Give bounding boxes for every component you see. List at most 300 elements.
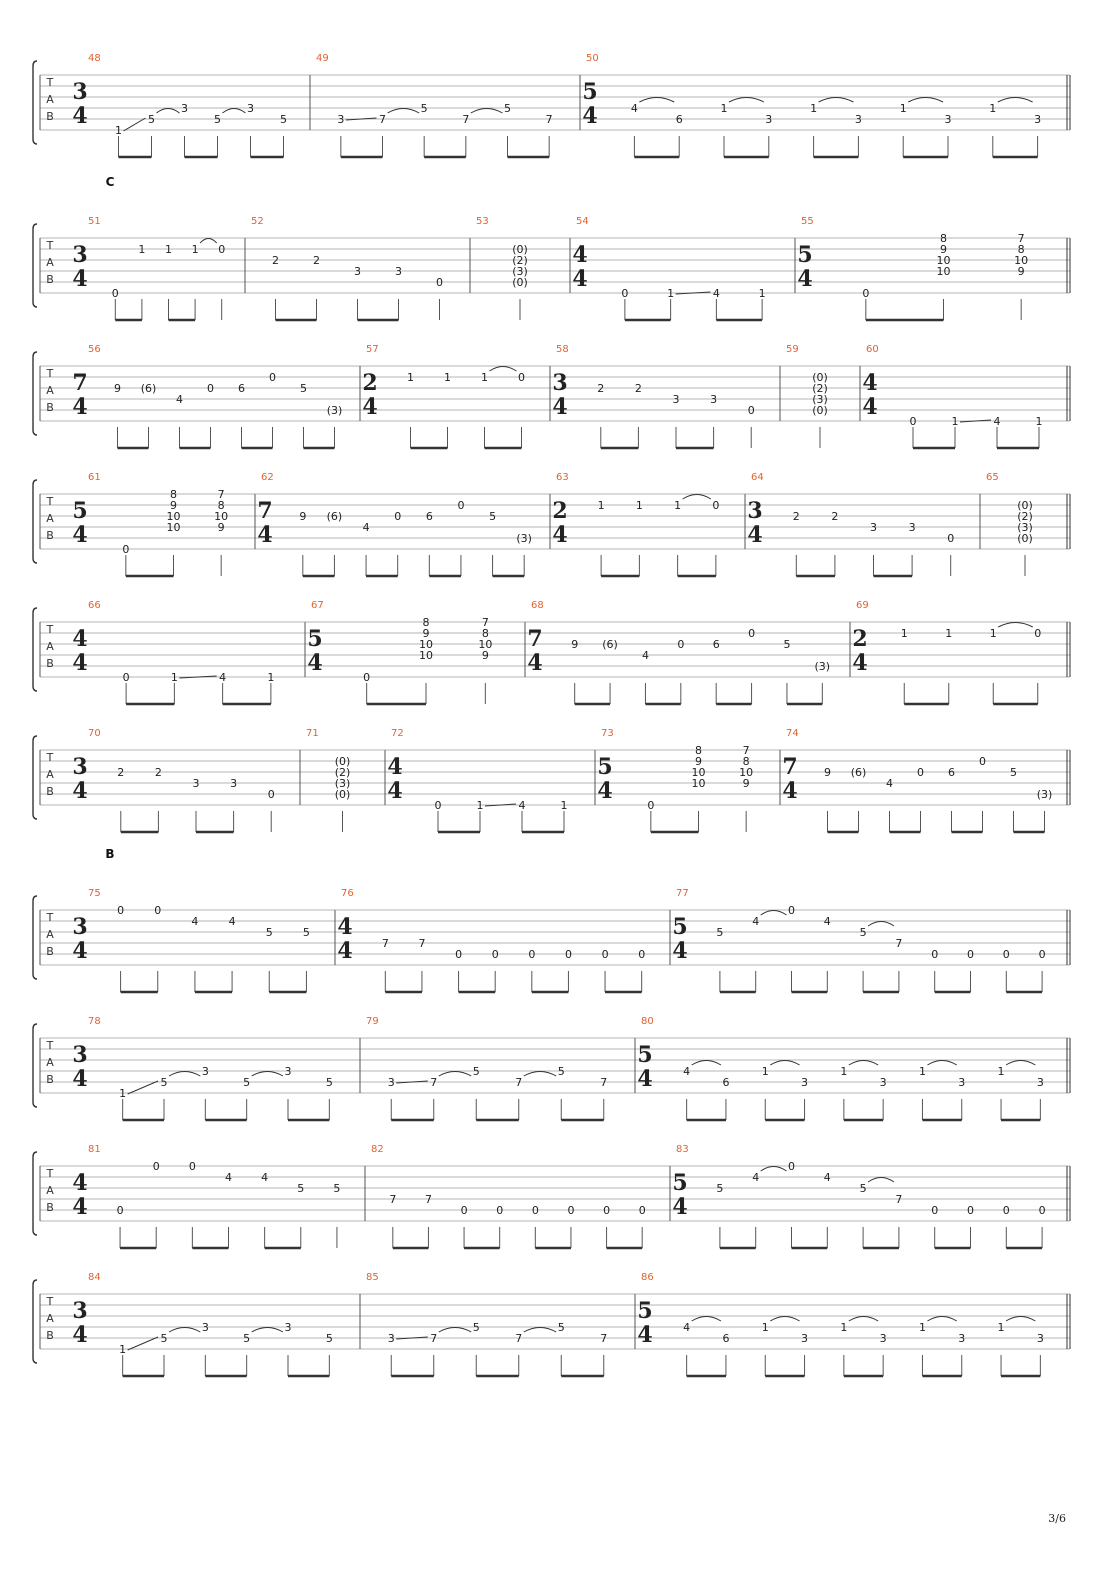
tab-clef-letter: A xyxy=(46,928,54,941)
system-bracket xyxy=(33,896,37,979)
tab-clef-letter: A xyxy=(46,256,54,269)
measure-number: 72 xyxy=(391,728,404,739)
fret-number: 4 xyxy=(683,1065,691,1078)
measure-number: 84 xyxy=(88,1272,101,1283)
time-signature-bottom: 4 xyxy=(72,1194,88,1220)
fret-number: 6 xyxy=(722,1332,730,1345)
time-signature-bottom: 4 xyxy=(672,938,688,964)
tab-clef-letter: A xyxy=(46,1312,54,1325)
fret-number: 0 xyxy=(117,904,125,917)
fret-number: 1 xyxy=(720,102,728,115)
tab-clef-letter: T xyxy=(46,76,54,89)
tab-clef-letter: T xyxy=(46,623,54,636)
fret-number: (6) xyxy=(140,382,157,395)
measure-number: 74 xyxy=(786,728,799,739)
chord-fret-number: (0) xyxy=(334,788,351,801)
chord-fret-number: 10 xyxy=(936,265,951,278)
fret-number: 9 xyxy=(824,766,831,779)
fret-number: 3 xyxy=(908,521,916,534)
system-bracket xyxy=(33,352,37,435)
fret-number: 0 xyxy=(564,948,572,961)
fret-number: 2 xyxy=(792,510,800,523)
tab-system xyxy=(33,847,1070,992)
time-signature-top: 7 xyxy=(257,498,273,524)
fret-number: 0 xyxy=(460,1204,468,1217)
fret-number: 0 xyxy=(931,948,939,961)
fret-number: 3 xyxy=(1036,1076,1044,1089)
measure-number: 66 xyxy=(88,600,101,611)
measure xyxy=(257,472,550,576)
fret-number: 0 xyxy=(531,1204,539,1217)
measure xyxy=(862,344,1042,448)
fret-number: 0 xyxy=(188,1160,196,1173)
measure xyxy=(72,888,335,992)
fret-number: 5 xyxy=(783,638,791,651)
tab-clef-letter: B xyxy=(46,1201,54,1214)
slide-line xyxy=(128,1337,158,1350)
fret-number: 3 xyxy=(354,265,361,278)
time-signature-top: 5 xyxy=(672,1170,688,1196)
fret-number: 2 xyxy=(313,254,320,267)
tie-arc xyxy=(388,109,420,114)
fret-number: 7 xyxy=(545,113,553,126)
fret-number: 0 xyxy=(269,371,276,384)
fret-number: 1 xyxy=(989,102,997,115)
time-signature-top: 5 xyxy=(672,914,688,940)
fret-number: 7 xyxy=(600,1332,608,1345)
measure-number: 75 xyxy=(88,888,101,899)
chord-fret-number: 10 xyxy=(166,510,181,523)
time-signature-top: 3 xyxy=(552,370,568,396)
fret-number: 1 xyxy=(115,124,122,137)
fret-number: 1 xyxy=(481,371,488,384)
fret-number: 1 xyxy=(900,627,908,640)
tie-arc xyxy=(157,109,180,114)
fret-number: 3 xyxy=(801,1076,809,1089)
section-marker: C xyxy=(105,175,115,189)
fret-number: 0 xyxy=(979,755,986,768)
fret-number: 4 xyxy=(752,915,760,928)
fret-number: 4 xyxy=(823,915,831,928)
fret-number: 0 xyxy=(917,766,924,779)
fret-number: (3) xyxy=(814,660,831,673)
fret-number: 1 xyxy=(758,287,766,300)
tie-arc xyxy=(761,911,787,916)
fret-number: 7 xyxy=(389,1193,397,1206)
time-signature-bottom: 4 xyxy=(797,266,813,292)
chord-fret-number: 7 xyxy=(1017,232,1025,245)
fret-number: 7 xyxy=(462,113,470,126)
time-signature-top: 3 xyxy=(747,498,763,524)
fret-number: 5 xyxy=(504,102,511,115)
fret-number: 4 xyxy=(225,1171,232,1184)
fret-number: 0 xyxy=(621,287,629,300)
fret-number: 3 xyxy=(284,1321,292,1334)
fret-number: 5 xyxy=(325,1076,333,1089)
time-signature-top: 7 xyxy=(72,370,88,396)
measure xyxy=(307,600,525,704)
fret-number: 3 xyxy=(958,1332,966,1345)
tie-arc xyxy=(927,1317,956,1322)
measure-number: 85 xyxy=(366,1272,379,1283)
measure xyxy=(852,600,1041,704)
chord-fret-number: 10 xyxy=(739,766,754,779)
time-signature-bottom: 4 xyxy=(72,778,88,804)
fret-number: 0 xyxy=(601,948,609,961)
chord-fret-number: (3) xyxy=(334,777,351,790)
fret-number: 0 xyxy=(909,415,917,428)
chord-fret-number: 8 xyxy=(1017,243,1025,256)
fret-number: 7 xyxy=(379,113,386,126)
fret-number: (6) xyxy=(602,638,618,651)
time-signature-bottom: 4 xyxy=(852,650,868,676)
measure xyxy=(316,53,580,157)
tab-clef-letter: T xyxy=(46,1039,54,1052)
fret-number: 0 xyxy=(967,948,974,961)
tab-clef-letter: B xyxy=(46,945,54,958)
measure xyxy=(337,888,670,992)
measure xyxy=(251,216,470,320)
fret-number: (3) xyxy=(326,404,343,417)
fret-number: 0 xyxy=(436,276,443,289)
chord-fret-number: (3) xyxy=(1017,521,1033,534)
measure-number: 69 xyxy=(856,600,869,611)
fret-number: 1 xyxy=(997,1321,1005,1334)
fret-number: 1 xyxy=(951,415,959,428)
section-marker: B xyxy=(105,847,115,861)
time-signature-bottom: 4 xyxy=(387,778,403,804)
fret-number: 7 xyxy=(430,1076,438,1089)
tab-clef-letter: T xyxy=(46,1295,54,1308)
measure xyxy=(637,1016,1044,1120)
time-signature-bottom: 4 xyxy=(782,778,798,804)
fret-number: 0 xyxy=(638,948,646,961)
fret-number: 1 xyxy=(945,627,953,640)
measure xyxy=(366,1272,635,1376)
fret-number: 3 xyxy=(201,1065,209,1078)
fret-number: 1 xyxy=(560,799,568,812)
fret-number: 0 xyxy=(394,510,402,523)
fret-number: 3 xyxy=(879,1076,887,1089)
time-signature-top: 4 xyxy=(72,1170,88,1196)
chord-fret-number: 8 xyxy=(422,616,430,629)
chord-fret-number: 10 xyxy=(214,510,229,523)
time-signature-bottom: 4 xyxy=(672,1194,688,1220)
time-signature-top: 4 xyxy=(572,242,588,268)
chord-fret-number: 9 xyxy=(217,521,225,534)
chord-fret-number: 8 xyxy=(940,232,947,245)
chord-fret-number: 10 xyxy=(691,777,706,790)
fret-number: 0 xyxy=(267,788,275,801)
fret-number: 0 xyxy=(518,371,525,384)
tie-arc xyxy=(683,495,711,500)
measure xyxy=(782,728,1052,832)
fret-number: 2 xyxy=(117,766,125,779)
system-bracket xyxy=(33,1280,37,1363)
tab-system xyxy=(33,472,1070,576)
tie-arc xyxy=(439,1328,472,1333)
fret-number: 1 xyxy=(667,287,675,300)
fret-number: 1 xyxy=(761,1065,769,1078)
fret-number: 3 xyxy=(944,113,952,126)
chord-fret-number: 8 xyxy=(481,627,489,640)
chord-fret-number: (0) xyxy=(812,371,828,384)
fret-number: 3 xyxy=(247,102,254,115)
fret-number: 5 xyxy=(280,113,287,126)
tab-system xyxy=(33,344,1070,448)
chord-fret-number: 9 xyxy=(742,777,750,790)
time-signature-bottom: 4 xyxy=(307,650,323,676)
tab-clef-letter: A xyxy=(46,640,54,653)
measure xyxy=(72,1272,360,1376)
tab-clef-letter: T xyxy=(46,495,54,508)
measure-number: 65 xyxy=(986,472,999,483)
fret-number: 7 xyxy=(418,937,426,950)
fret-number: 0 xyxy=(154,904,162,917)
fret-number: 4 xyxy=(228,915,236,928)
chord-fret-number: (0) xyxy=(512,276,528,289)
fret-number: 0 xyxy=(207,382,214,395)
fret-number: 3 xyxy=(710,393,718,406)
fret-number: 1 xyxy=(119,1087,127,1100)
measure-number: 50 xyxy=(586,53,599,64)
measure-number: 61 xyxy=(88,472,101,483)
tab-clef-letter: A xyxy=(46,384,54,397)
fret-number: 5 xyxy=(420,102,428,115)
fret-number: 1 xyxy=(170,671,178,684)
measure-number: 60 xyxy=(866,344,879,355)
measure xyxy=(72,1144,365,1248)
tie-arc xyxy=(223,109,246,114)
tie-arc xyxy=(998,623,1033,628)
fret-number: 0 xyxy=(638,1204,646,1217)
tab-clef-letter: T xyxy=(46,239,54,252)
measure-number: 86 xyxy=(641,1272,654,1283)
tie-arc xyxy=(524,1072,557,1077)
tie-arc xyxy=(998,98,1033,103)
measure xyxy=(572,216,795,320)
fret-number: 5 xyxy=(1010,766,1017,779)
fret-number: 4 xyxy=(518,799,526,812)
fret-number: 1 xyxy=(444,371,451,384)
tab-clef-letter: B xyxy=(46,529,54,542)
fret-number: 1 xyxy=(989,627,997,640)
measure xyxy=(672,1144,1045,1248)
fret-number: 5 xyxy=(557,1321,565,1334)
time-signature-top: 2 xyxy=(852,626,868,652)
fret-number: 9 xyxy=(114,382,121,395)
fret-number: 5 xyxy=(297,1182,305,1195)
fret-number: 3 xyxy=(672,393,680,406)
tie-arc xyxy=(868,922,894,927)
time-signature-bottom: 4 xyxy=(257,522,273,548)
chord-fret-number: (0) xyxy=(334,755,351,768)
tab-clef-letter: T xyxy=(46,1167,54,1180)
chord-fret-number: 9 xyxy=(695,755,702,768)
measure xyxy=(552,472,745,576)
measure-number: 58 xyxy=(556,344,569,355)
fret-number: 2 xyxy=(154,766,162,779)
fret-number: 0 xyxy=(152,1160,160,1173)
tie-arc xyxy=(770,1317,799,1322)
fret-number: 0 xyxy=(712,499,720,512)
fret-number: 3 xyxy=(387,1076,395,1089)
time-signature-bottom: 4 xyxy=(582,103,598,129)
chord-fret-number: (0) xyxy=(1017,499,1033,512)
measure-number: 80 xyxy=(641,1016,654,1027)
fret-number: 0 xyxy=(434,799,442,812)
time-signature-bottom: 4 xyxy=(72,650,88,676)
fret-number: 0 xyxy=(947,532,955,545)
tab-clef-letter: T xyxy=(46,751,54,764)
fret-number: 0 xyxy=(111,287,119,300)
fret-number: 0 xyxy=(1002,948,1010,961)
tie-arc xyxy=(524,1328,557,1333)
chord-fret-number: 9 xyxy=(422,627,430,640)
measure xyxy=(476,216,570,320)
time-signature-bottom: 4 xyxy=(362,394,378,420)
fret-number: 1 xyxy=(840,1321,848,1334)
fret-number: 4 xyxy=(641,649,649,662)
measure xyxy=(72,53,310,157)
tab-clef-letter: B xyxy=(46,1073,54,1086)
fret-number: 7 xyxy=(600,1076,608,1089)
tab-clef-letter: B xyxy=(46,273,54,286)
tie-arc xyxy=(1006,1061,1035,1066)
measure xyxy=(747,472,980,576)
tab-system xyxy=(33,1144,1070,1248)
fret-number: 5 xyxy=(472,1321,480,1334)
tab-clef-letter: A xyxy=(46,768,54,781)
fret-number: 0 xyxy=(218,243,226,256)
tab-clef-letter: T xyxy=(46,367,54,380)
measure xyxy=(797,216,1028,320)
fret-number: 0 xyxy=(677,638,685,651)
measure-number: 81 xyxy=(88,1144,101,1155)
fret-number: 3 xyxy=(181,102,188,115)
time-signature-top: 4 xyxy=(337,914,353,940)
measure-number: 57 xyxy=(366,344,379,355)
fret-number: 0 xyxy=(457,499,465,512)
chord-fret-number: (0) xyxy=(812,404,828,417)
measure-number: 63 xyxy=(556,472,569,483)
fret-number: 5 xyxy=(243,1076,251,1089)
fret-number: 0 xyxy=(455,948,463,961)
measure xyxy=(527,600,850,704)
tie-arc xyxy=(169,1328,200,1333)
system-bracket xyxy=(33,61,37,144)
fret-number: 7 xyxy=(895,937,903,950)
chord-fret-number: (0) xyxy=(1017,532,1033,545)
time-signature-top: 3 xyxy=(72,1042,88,1068)
fret-number: 6 xyxy=(948,766,955,779)
tab-clef-letter: B xyxy=(46,657,54,670)
chord-fret-number: 7 xyxy=(481,616,489,629)
system-bracket xyxy=(33,608,37,691)
fret-number: 5 xyxy=(214,113,221,126)
time-signature-top: 3 xyxy=(72,242,88,268)
time-signature-bottom: 4 xyxy=(862,394,878,420)
fret-number: 7 xyxy=(895,1193,903,1206)
measure xyxy=(371,1144,670,1248)
time-signature-top: 7 xyxy=(527,626,543,652)
system-bracket xyxy=(33,736,37,819)
measure-number: 76 xyxy=(341,888,354,899)
tab-system xyxy=(33,1016,1070,1120)
time-signature-bottom: 4 xyxy=(72,938,88,964)
time-signature-bottom: 4 xyxy=(597,778,613,804)
fret-number: 5 xyxy=(716,926,724,939)
chord-fret-number: 10 xyxy=(936,254,951,267)
fret-number: 9 xyxy=(571,638,579,651)
time-signature-bottom: 4 xyxy=(337,938,353,964)
fret-number: 1 xyxy=(476,799,484,812)
chord-fret-number: 10 xyxy=(691,766,706,779)
tie-arc xyxy=(908,98,943,103)
fret-number: 0 xyxy=(116,1204,124,1217)
fret-number: 4 xyxy=(712,287,720,300)
fret-number: 7 xyxy=(424,1193,432,1206)
measure xyxy=(672,888,1045,992)
fret-number: 1 xyxy=(191,243,199,256)
fret-number: 5 xyxy=(160,1076,168,1089)
fret-number: 7 xyxy=(381,937,389,950)
fret-number: 0 xyxy=(748,627,756,640)
fret-number: 1 xyxy=(899,102,907,115)
time-signature-bottom: 4 xyxy=(637,1322,653,1348)
measure-number: 54 xyxy=(576,216,589,227)
time-signature-bottom: 4 xyxy=(552,522,568,548)
fret-number: 1 xyxy=(810,102,818,115)
time-signature-top: 5 xyxy=(637,1042,653,1068)
tie-arc xyxy=(770,1061,799,1066)
chord-fret-number: 7 xyxy=(217,488,225,501)
measure-number: 79 xyxy=(366,1016,379,1027)
fret-number: 5 xyxy=(325,1332,333,1345)
tie-arc xyxy=(692,1317,721,1322)
time-signature-top: 4 xyxy=(72,626,88,652)
fret-number: 5 xyxy=(300,382,307,395)
chord-fret-number: 10 xyxy=(419,649,433,662)
time-signature-top: 5 xyxy=(597,754,613,780)
slide-line xyxy=(128,1081,158,1094)
chord-fret-number: (3) xyxy=(812,393,828,406)
fret-number: 5 xyxy=(265,926,273,939)
chord-fret-number: 8 xyxy=(695,744,702,757)
tab-clef-letter: B xyxy=(46,785,54,798)
time-signature-top: 3 xyxy=(72,79,88,105)
system-bracket xyxy=(33,224,37,307)
fret-number: 0 xyxy=(1038,1204,1046,1217)
fret-number: (6) xyxy=(326,510,343,523)
fret-number: 5 xyxy=(716,1182,724,1195)
time-signature-bottom: 4 xyxy=(637,1066,653,1092)
fret-number: 6 xyxy=(712,638,720,651)
tie-arc xyxy=(849,1061,878,1066)
tie-arc xyxy=(169,1072,200,1077)
tie-arc xyxy=(200,239,217,244)
measure-number: 71 xyxy=(306,728,319,739)
measure xyxy=(306,728,385,832)
system-bracket xyxy=(33,480,37,563)
time-signature-bottom: 4 xyxy=(72,522,88,548)
fret-number: 0 xyxy=(1002,1204,1010,1217)
tab-system xyxy=(33,728,1070,832)
time-signature-bottom: 4 xyxy=(747,522,763,548)
time-signature-bottom: 4 xyxy=(527,650,543,676)
fret-number: 6 xyxy=(722,1076,730,1089)
chord-fret-number: 9 xyxy=(170,499,177,512)
